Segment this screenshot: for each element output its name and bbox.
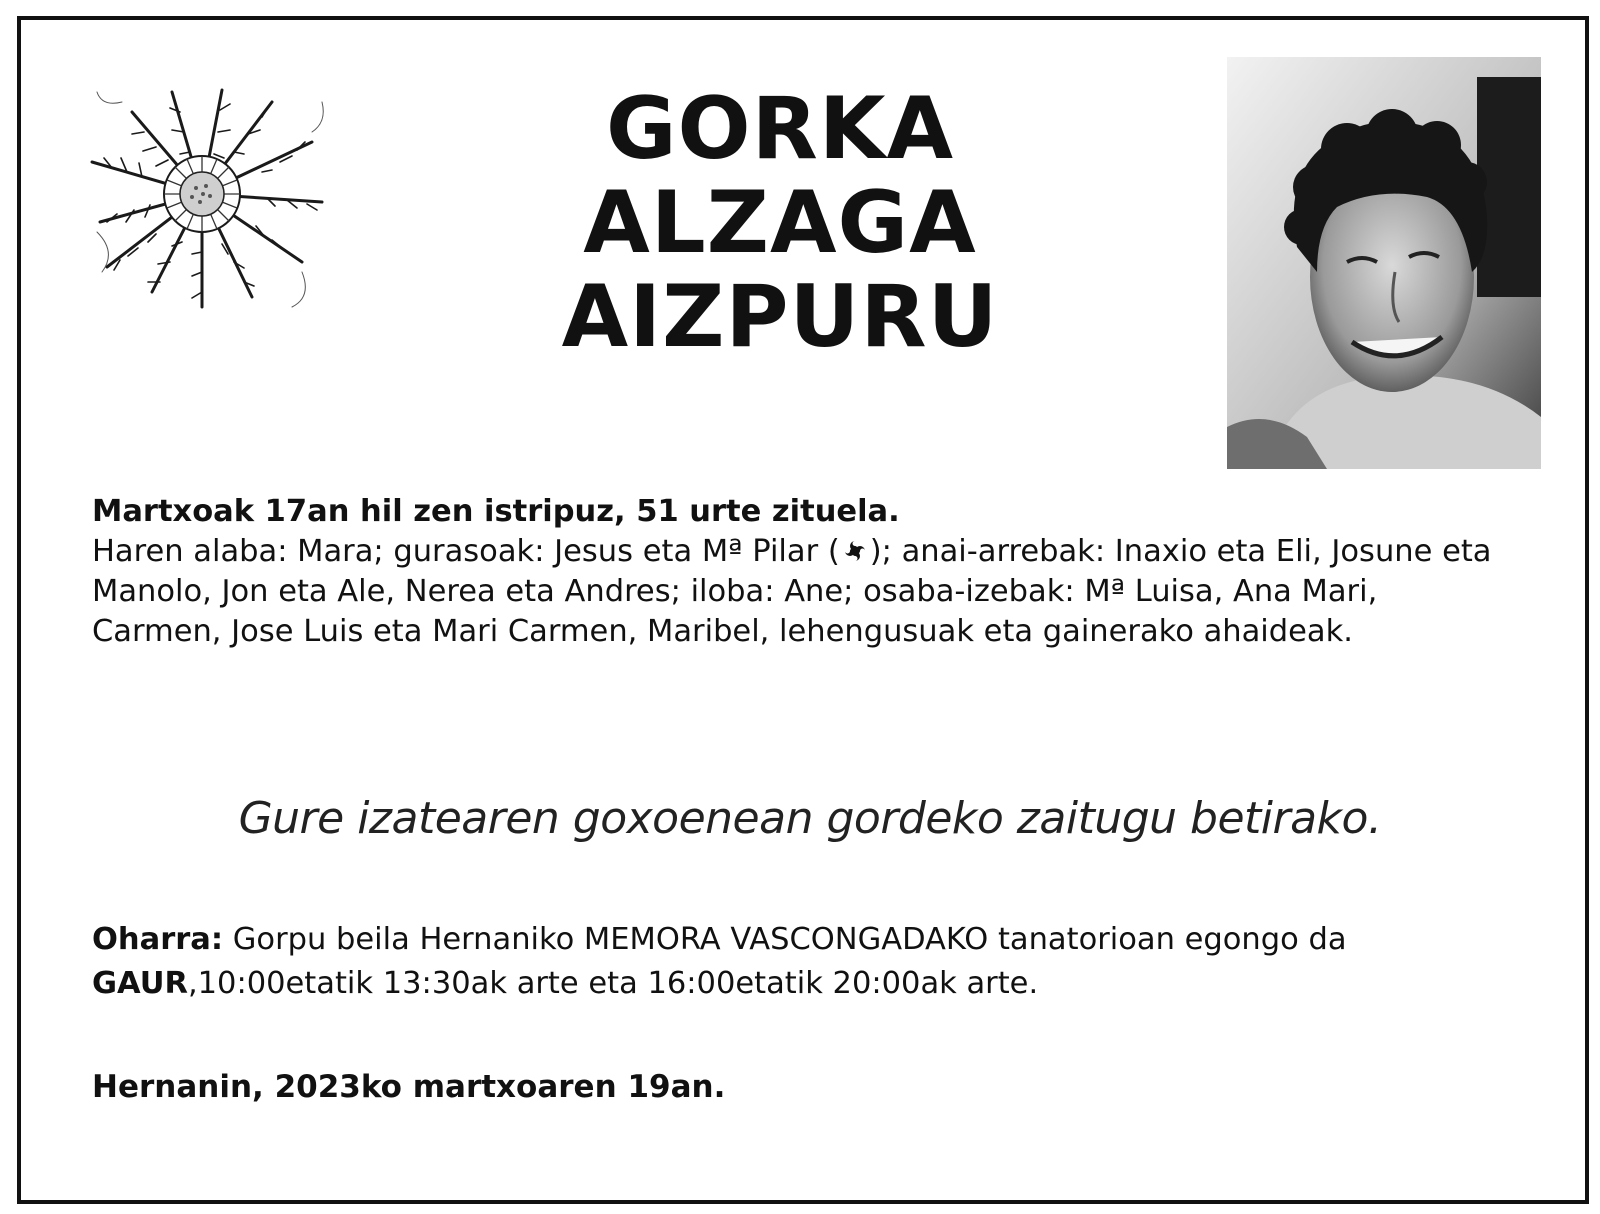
portrait-photo (1227, 57, 1541, 469)
eguzkilore-icon (72, 72, 332, 317)
notice-body (92, 492, 1512, 652)
note-text-2: ,10:00etatik 13:30ak arte eta 16:00etatik 20:00ak arte. (187, 966, 1039, 1001)
name-surname-2: AIZPURU (561, 267, 999, 367)
name-surname-1: ALZAGA (583, 173, 977, 273)
relatives-part-2: ); anai-arrebak: Inaxio eta Eli, Josune eta Manolo, Jon eta Ale, Nerea eta Andres; iloba: Ane; osaba-izebak: Mª Luisa, Ana Mari, Carmen, Jose Luis eta Mari Carmen, Maribel, lehengusuak eta gainerako ahaideak. (92, 534, 1492, 649)
memorial-quote: Gure izatearen goxoenean gordeko zaitugu betirako. (238, 793, 1382, 844)
note-emphasis: GAUR (92, 966, 188, 1001)
lauburu-icon (840, 536, 870, 566)
note-text-1: Gorpu beila Hernaniko MEMORA VASCONGADAKO tanatorioan egongo da (223, 922, 1347, 957)
deceased-name (480, 79, 1080, 367)
name-first: GORKA (605, 79, 955, 179)
wake-note (92, 918, 1512, 1006)
note-label: Oharra: (92, 922, 224, 957)
relatives-part-1: Haren alaba: Mara; gurasoak: Jesus eta Mª Pilar ( (92, 534, 840, 569)
death-line: Martxoak 17an hil zen istripuz, 51 urte zituela. (92, 494, 900, 529)
place-date: Hernanin, 2023ko martxoaren 19an. (92, 1069, 726, 1105)
relatives-text (92, 532, 1512, 652)
